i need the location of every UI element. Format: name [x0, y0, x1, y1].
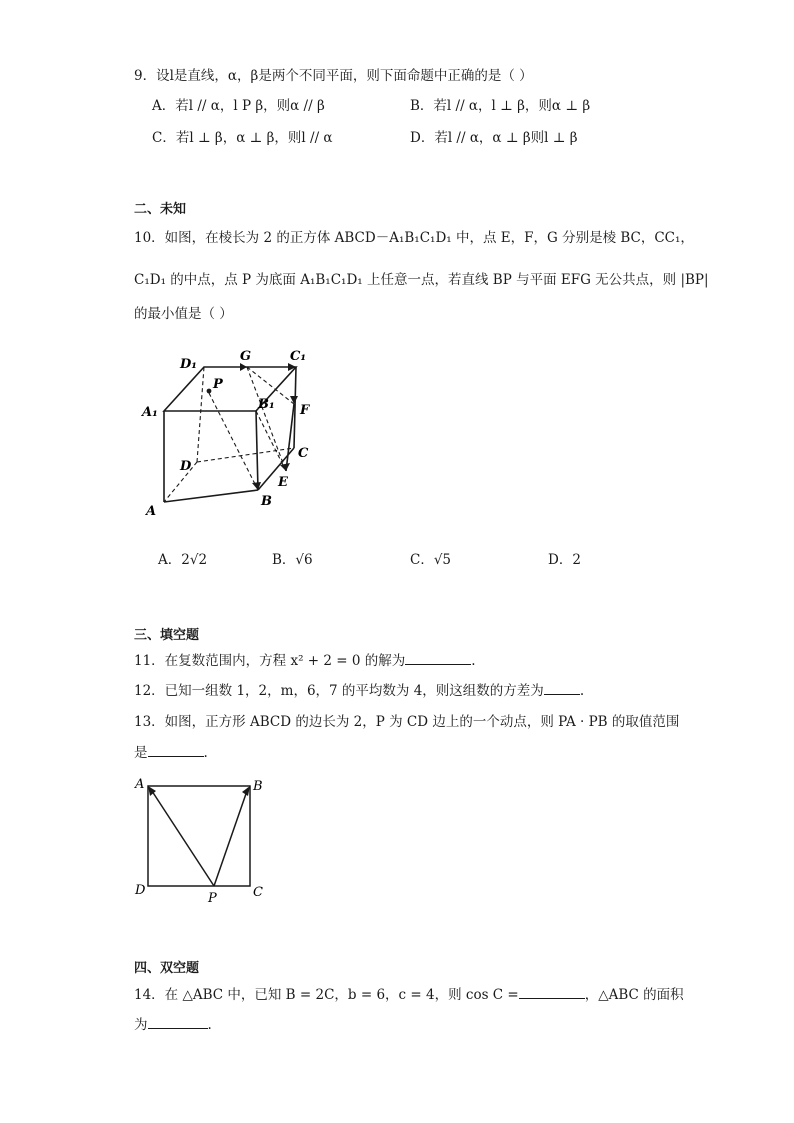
cube-top-face: [164, 367, 296, 411]
q14-line-2: [134, 1014, 212, 1035]
section-heading-2: 二、未知: [134, 202, 187, 217]
cube-label-e: E: [278, 475, 288, 490]
arrow-head-b: [242, 786, 250, 796]
square-abcd: [148, 786, 250, 886]
q10-option-d: D．2: [548, 552, 581, 568]
square-label-b: B: [253, 779, 263, 794]
section-heading-4: 四、双空题: [134, 961, 200, 976]
q13-end: .: [203, 745, 208, 761]
q14-answer-blank-1[interactable]: [519, 984, 585, 999]
q9-option-a: A．若l // α，l P β，则α // β: [152, 98, 325, 114]
arrow-head-g: [240, 363, 247, 371]
point-p-dot: [207, 389, 212, 394]
q14-text-b: ，△ABC 的面积: [584, 987, 684, 1003]
cube-label-b1: B₁: [258, 397, 275, 412]
square-label-c: C: [253, 885, 263, 900]
q9-option-b: B．若l // α，l ⊥ β，则α ⊥ β: [410, 98, 591, 114]
cube-label-c: C: [298, 446, 309, 461]
q11-text: 11．在复数范围内，方程 x² + 2 = 0 的解为: [134, 653, 406, 669]
q12-end: .: [579, 683, 585, 699]
q9-stem: 9．设l是直线，α，β是两个不同平面，则下面命题中正确的是（ ）: [134, 68, 533, 84]
q10-option-a: A．2√2: [158, 552, 208, 568]
q14-line-2-text: 为: [134, 1017, 148, 1033]
cube-label-d: D: [180, 459, 192, 474]
q10-line-3: 的最小值是（ ）: [134, 306, 233, 322]
cube-label-f: F: [300, 403, 310, 418]
cube-label-b: B: [261, 494, 272, 509]
cube-label-d1: D₁: [180, 357, 197, 372]
square-figure: [130, 772, 270, 904]
section-heading-3: 三、填空题: [134, 628, 200, 643]
cube-figure: [140, 340, 330, 525]
q10-option-b: B．√6: [272, 552, 313, 568]
square-label-p: P: [208, 891, 217, 904]
q14-text-a: 14．在 △ABC 中，已知 B = 2C，b = 6，c = 4，则 cos C =: [134, 987, 519, 1003]
q11: [134, 650, 476, 671]
q13-line-1: 13．如图，正方形 ABCD 的边长为 2，P 为 CD 边上的一个动点，则 PA · PB 的取值范围: [134, 714, 680, 730]
cube-label-a: A: [146, 504, 157, 519]
q13-answer-blank[interactable]: [148, 742, 204, 757]
square-label-d: D: [135, 883, 146, 898]
square-label-a: A: [135, 777, 145, 792]
q10-line-1: 10．如图，在棱长为 2 的正方体 ABCD－A₁B₁C₁D₁ 中，点 E，F，G 分别是棱 BC，CC₁，: [134, 230, 694, 246]
vector-pa: [150, 788, 214, 886]
q12-answer-blank[interactable]: [544, 680, 580, 695]
q12-text: 12．已知一组数 1，2，m，6，7 的平均数为 4，则这组数的方差为: [134, 683, 544, 699]
cube-label-p: P: [213, 377, 223, 392]
arrow-head-c1: [288, 363, 296, 371]
q11-answer-blank[interactable]: [405, 650, 471, 665]
arrow-head-f: [290, 396, 298, 404]
q14-end: .: [207, 1017, 212, 1033]
q13-line-2-text: 是: [134, 745, 148, 761]
arrow-head-e: [280, 463, 290, 471]
cube-label-a1: A₁: [142, 405, 158, 420]
q10-line-2: C₁D₁ 的中点，点 P 为底面 A₁B₁C₁D₁ 上任意一点，若直线 BP 与平面 EFG 无公共点，则 |BP|: [134, 272, 709, 288]
cube-label-g: G: [240, 349, 252, 364]
q9-option-c: C．若l ⊥ β，α ⊥ β，则l // α: [152, 130, 333, 146]
q14-answer-blank-2[interactable]: [148, 1014, 208, 1029]
q13-line-2: [134, 742, 208, 763]
q11-end: .: [471, 653, 476, 669]
q9-option-d: D．若l // α，α ⊥ β则l ⊥ β: [410, 130, 578, 146]
q10-option-c: C．√5: [410, 552, 452, 568]
q14-line-1: [134, 984, 684, 1005]
vector-pb: [214, 788, 248, 886]
cube-label-c1: C₁: [290, 349, 307, 364]
q12: [134, 680, 584, 701]
